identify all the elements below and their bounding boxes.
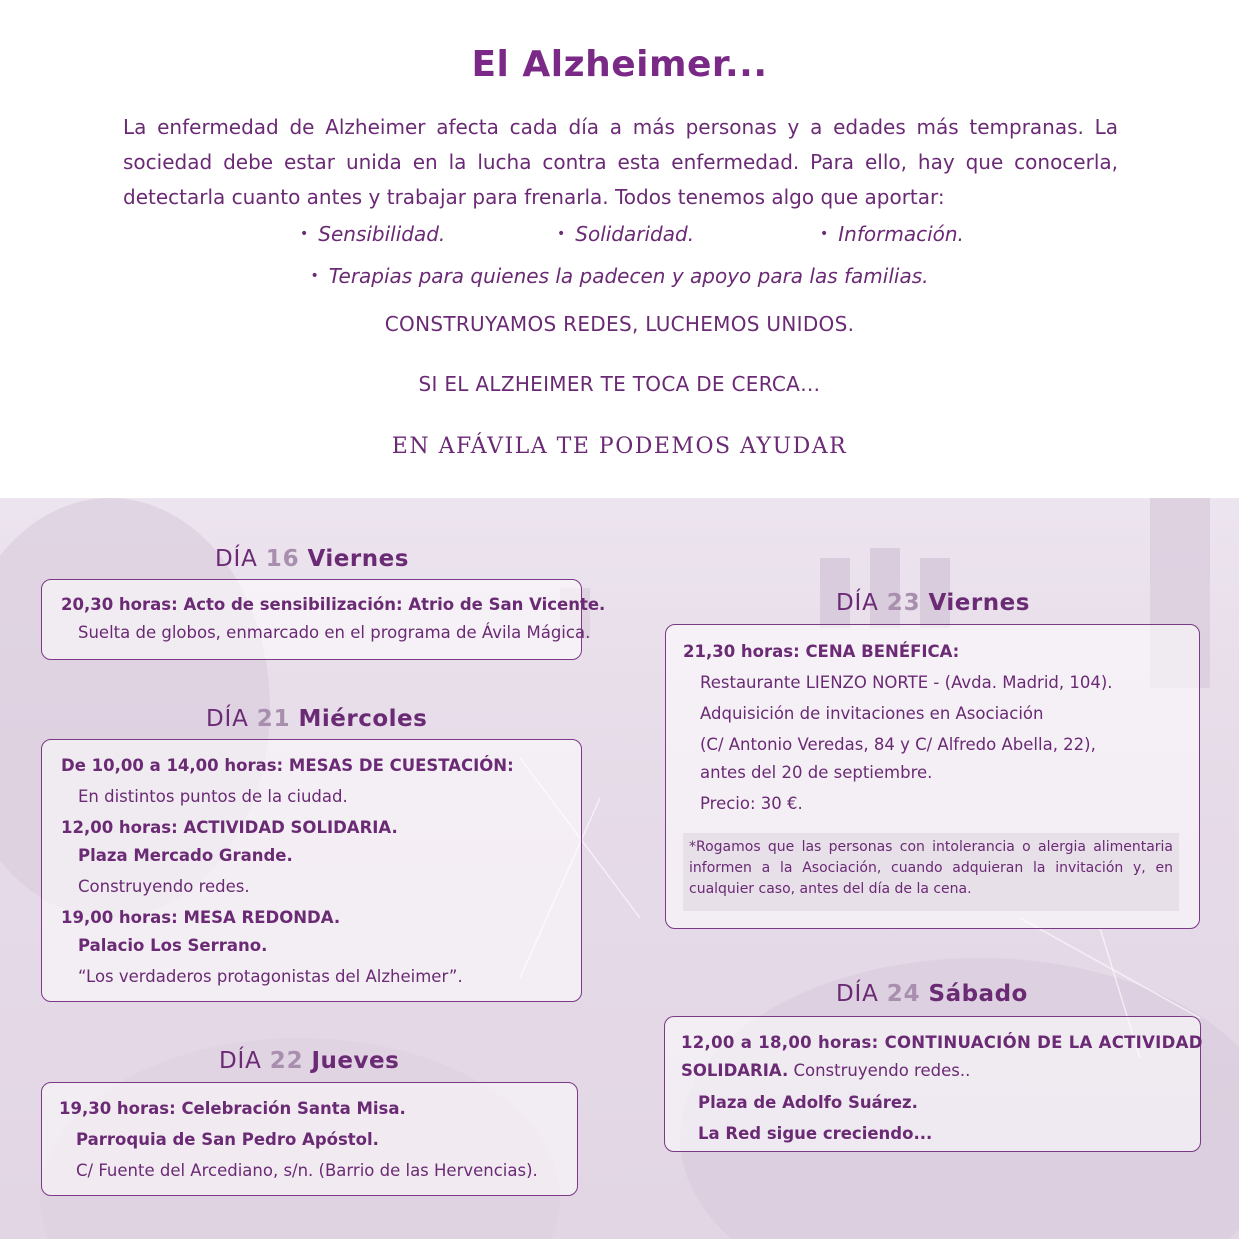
slogan-redes: CONSTRUYAMOS REDES, LUCHEMOS UNIDOS. xyxy=(384,312,855,336)
event-time: 12,00 horas: ACTIVIDAD SOLIDARIA. xyxy=(61,818,398,837)
event-detail: “Los verdaderos protagonistas del Alzheimer”. xyxy=(78,967,463,986)
event-title-cont: SOLIDARIA. xyxy=(681,1061,789,1080)
event-place: Parroquia de San Pedro Apóstol. xyxy=(76,1130,379,1149)
event-time: 19,00 horas: MESA REDONDA. xyxy=(61,908,341,927)
page-title: El Alzheimer... xyxy=(471,44,768,85)
bullet-text: Terapias para quienes la padecen y apoyo para las familias. xyxy=(328,264,929,288)
event-time: 21,30 horas: CENA BENÉFICA: xyxy=(683,642,960,661)
event-place: Plaza de Adolfo Suárez. xyxy=(698,1093,918,1112)
slogan-ayudar: EN AFÁVILA TE PODEMOS AYUDAR xyxy=(391,434,848,459)
day-22-box xyxy=(41,1082,578,1196)
intro-paragraph: La enfermedad de Alzheimer afecta cada día a más personas y a edades más tempranas. La sociedad debe estar unida en la lucha contra esta enfermedad. Para ello, hay que conocerla, detectarla cuanto antes y trabajar para frenarla. Todos tenemos algo que aportar: xyxy=(123,115,1118,209)
day-21-heading xyxy=(206,706,427,732)
bullet-text: Información. xyxy=(838,222,964,246)
header-section xyxy=(0,0,1239,498)
day-prefix: DÍA xyxy=(219,1048,262,1074)
bullet-text: Sensibilidad. xyxy=(318,222,446,246)
bullet-item: • Sensibilidad. xyxy=(300,222,446,246)
event-detail: Suelta de globos, enmarcado en el programa de Ávila Mágica. xyxy=(78,623,591,642)
program-section xyxy=(0,498,1239,1239)
day-prefix: DÍA xyxy=(836,590,879,616)
day-number: 23 xyxy=(886,590,921,616)
day-weekday: Jueves xyxy=(311,1048,400,1074)
day-prefix: DÍA xyxy=(206,706,249,732)
slogan-cerca: SI EL ALZHEIMER TE TOCA DE CERCA… xyxy=(418,372,821,396)
day-24-heading xyxy=(836,981,1028,1007)
day-22-heading xyxy=(219,1048,399,1074)
day-weekday: Miércoles xyxy=(298,706,428,732)
event-detail-text: Construyendo redes.. xyxy=(788,1061,971,1080)
event-time: 19,30 horas: Celebración Santa Misa. xyxy=(59,1099,406,1118)
day-number: 21 xyxy=(256,706,291,732)
day-weekday: Viernes xyxy=(928,590,1030,616)
day-23-heading xyxy=(836,590,1030,616)
bullet-item: • Solidaridad. xyxy=(557,222,695,246)
day-16-heading xyxy=(215,546,409,572)
allergy-note: *Rogamos que las personas con intolerancia o alergia alimentaria informen a la Asociación, cuando adquieran la invitación y, en cualquier caso, antes del día de la cena. xyxy=(683,833,1179,911)
day-number: 22 xyxy=(269,1048,304,1074)
event-place: Plaza Mercado Grande. xyxy=(78,846,293,865)
event-time: De 10,00 a 14,00 horas: MESAS DE CUESTACIÓN: xyxy=(61,756,514,775)
day-prefix: DÍA xyxy=(836,981,879,1007)
event-time: 12,00 a 18,00 horas: CONTINUACIÓN DE LA ACTIVIDAD xyxy=(681,1033,1203,1052)
day-weekday: Viernes xyxy=(307,546,409,572)
event-time: 20,30 horas: Acto de sensibilización: Atrio de San Vicente. xyxy=(61,595,606,614)
event-detail: Construyendo redes. xyxy=(78,877,250,896)
bullet-item: • Información. xyxy=(820,222,964,246)
event-place: Palacio Los Serrano. xyxy=(78,936,268,955)
event-detail: (C/ Antonio Veredas, 84 y C/ Alfredo Abella, 22), xyxy=(700,735,1096,754)
event-detail: En distintos puntos de la ciudad. xyxy=(78,787,348,806)
day-23-box xyxy=(665,624,1200,929)
event-detail: C/ Fuente del Arcediano, s/n. (Barrio de las Hervencias). xyxy=(76,1161,538,1180)
event-detail: La Red sigue creciendo... xyxy=(698,1124,933,1143)
day-21-box xyxy=(41,739,582,1002)
day-number: 24 xyxy=(886,981,921,1007)
event-detail: Restaurante LIENZO NORTE - (Avda. Madrid, 104). xyxy=(700,673,1113,692)
event-detail xyxy=(681,1061,970,1080)
day-24-box xyxy=(664,1016,1201,1152)
day-number: 16 xyxy=(265,546,300,572)
bullet-item: • Terapias para quienes la padecen y apoyo para las familias. xyxy=(310,264,929,288)
day-prefix: DÍA xyxy=(215,546,258,572)
bullet-text: Solidaridad. xyxy=(575,222,695,246)
event-price: Precio: 30 €. xyxy=(700,794,803,813)
event-detail: antes del 20 de septiembre. xyxy=(700,763,933,782)
day-weekday: Sábado xyxy=(928,981,1028,1007)
event-detail: Adquisición de invitaciones en Asociación xyxy=(700,704,1044,723)
day-16-box xyxy=(41,579,606,660)
bullet-row xyxy=(0,222,1239,252)
